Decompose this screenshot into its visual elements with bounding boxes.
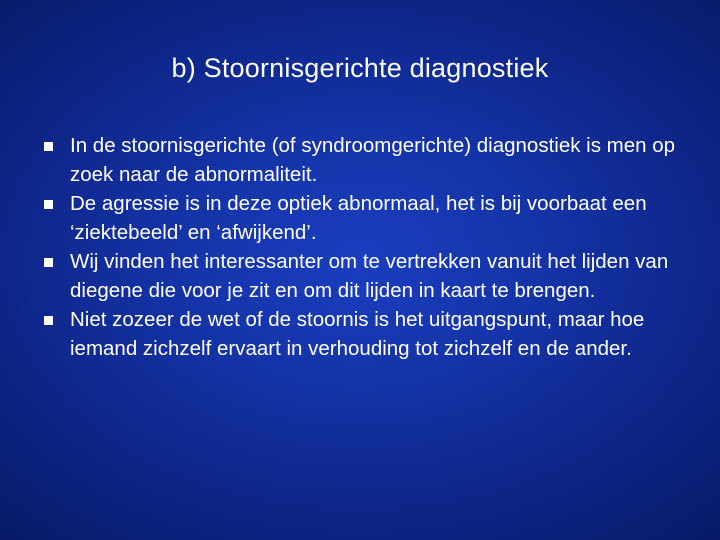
bullet-item [44,305,684,363]
slide-title: b) Stoornisgerichte diagnostiek [171,53,549,83]
bullet-item [44,131,684,189]
square-bullet-icon [44,200,53,209]
square-bullet-icon [44,258,53,267]
bullet-item [44,247,684,305]
bullet-text: Niet zozeer de wet of de stoornis is het uitgangspunt, maar hoe iemand zichzelf ervaart in verhouding tot zichzelf en de ander. [70,308,645,360]
bullet-item [44,189,684,247]
bullet-list [44,131,684,363]
bullet-text: Wij vinden het interessanter om te vertrekken vanuit het lijden van diegene die voor je zit en om dit lijden in kaart te brengen. [70,250,669,302]
bullet-text: In de stoornisgerichte (of syndroomgerichte) diagnostiek is men op zoek naar de abnormaliteit. [70,134,676,186]
square-bullet-icon [44,142,53,151]
bullet-text: De agressie is in deze optiek abnormaal, het is bij voorbaat een ‘ziektebeeld’ en ‘afwijkend’. [70,192,647,244]
square-bullet-icon [44,316,53,325]
